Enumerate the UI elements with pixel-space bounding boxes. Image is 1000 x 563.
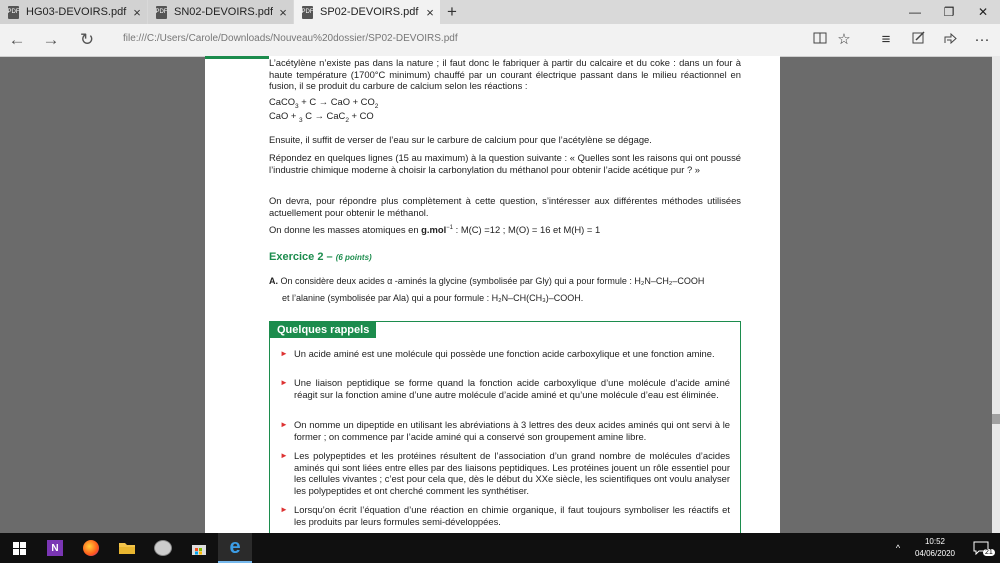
- paragraph-ensuite: Ensuite, il suffit de verser de l’eau sur le carbure de calcium pour que l’acétylène se dégage.: [269, 134, 652, 145]
- exercise-title: Exercice 2 – (6 points): [269, 251, 372, 263]
- part-a-line2: et l’alanine (symbolisée par Ala) qui a pour formule : H₂N–CH(CH₃)–COOH.: [282, 293, 584, 303]
- arrow-icon: ►: [280, 420, 288, 429]
- arrow-icon: ►: [280, 505, 288, 514]
- close-icon[interactable]: ×: [279, 4, 287, 20]
- pdf-icon: PDF: [8, 6, 19, 19]
- favorite-star-icon[interactable]: ☆: [837, 31, 851, 48]
- list-item: ► On nomme un dipeptide en utilisant les abréviations à 3 lettres des deux acides aminés qui ont servi à le former ; on commence par l’acide aminé qui a conservé son groupement amine libre.: [280, 419, 730, 442]
- onenote-icon[interactable]: N: [38, 533, 72, 563]
- reading-view-icon[interactable]: [808, 24, 832, 56]
- app-icon[interactable]: [146, 533, 180, 563]
- minimize-button[interactable]: —: [909, 5, 921, 19]
- pdf-page: [205, 56, 780, 533]
- scrollbar[interactable]: [992, 56, 1000, 533]
- paragraph-masses: On donne les masses atomiques en g.mol$^{-1}$ : M(C) =12 ; M(O) = 16 et M(H) = 1: [269, 224, 601, 236]
- tab-sp02[interactable]: [294, 0, 440, 24]
- close-window-button[interactable]: ✕: [977, 5, 989, 19]
- tab-bar: [0, 0, 1000, 24]
- tab-label: SN02-DEVOIRS.pdf: [174, 6, 273, 18]
- windows-start-icon[interactable]: [2, 533, 36, 563]
- clock-time: 10:52: [924, 537, 946, 546]
- rappels-box: [269, 321, 741, 533]
- hub-icon[interactable]: ≡: [881, 31, 891, 48]
- new-tab-button[interactable]: +: [447, 2, 457, 21]
- close-icon[interactable]: ×: [426, 4, 434, 20]
- pdf-icon: PDF: [302, 6, 313, 19]
- tab-hg03[interactable]: [0, 0, 147, 24]
- share-icon[interactable]: [938, 24, 962, 56]
- rappels-title: Quelques rappels: [270, 322, 376, 338]
- tab-label: HG03-DEVOIRS.pdf: [26, 6, 127, 18]
- back-icon[interactable]: ←: [8, 30, 26, 49]
- list-item: ► Un acide aminé est une molécule qui possède une fonction acide carboxylique et une fonction amine.: [280, 348, 715, 359]
- tab-sn02[interactable]: [148, 0, 293, 24]
- list-item: ► Lorsqu’on écrit l’équation d’une réaction en chimie organique, il faut toujours symboliser les réactifs et les produits par leurs formules semi-développées.: [280, 504, 730, 527]
- notification-icon[interactable]: 21: [964, 533, 998, 563]
- header-accent: [205, 56, 269, 59]
- paragraph-question: Répondez en quelques lignes (15 au maximum) à la question suivante : « Quelles sont les raisons qui ont poussé l’industrie chimique moderne à choisir la carbonylation du méthanol pour obtenir l’acide acétique pur ? »: [269, 152, 741, 175]
- file-explorer-icon[interactable]: [110, 533, 144, 563]
- refresh-icon[interactable]: ↻: [79, 30, 95, 49]
- close-icon[interactable]: ×: [133, 4, 141, 20]
- clock-date: 04/06/2020: [914, 549, 956, 558]
- arrow-icon: ►: [280, 378, 288, 387]
- arrow-icon: ►: [280, 349, 288, 358]
- paragraph-intro: L’acétylène n’existe pas dans la nature ; il faut donc le fabriquer à partir du calcaire et du coke : dans un four à haute température (1700°C minimum) chauffé par un courant électrique passant dans le milieu réactionnel en fusion, il se produit du carbure de calcium selon les réactions :: [269, 57, 741, 91]
- restore-button[interactable]: ❐: [943, 5, 955, 19]
- firefox-icon[interactable]: [74, 533, 108, 563]
- pdf-icon: PDF: [156, 6, 167, 19]
- clock[interactable]: [910, 536, 960, 560]
- list-item: ► Les polypeptides et les protéines résultent de l’association d’un grand nombre de molécules d’acides aminés qui sont liées entre elles par des liaisons peptidiques. Les protéines jouent un rôle essentiel pour les cellules vivantes ; c’est pour cela que, dès le début du XXe siècle, les scientifiques ont voulu analyser les polypeptides et ont cherché comment les synthétiser.: [280, 450, 730, 496]
- edge-icon[interactable]: e: [218, 533, 252, 563]
- tray-chevron-icon[interactable]: ^: [895, 543, 901, 553]
- more-icon[interactable]: ···: [974, 31, 990, 48]
- scrollbar-thumb[interactable]: [992, 414, 1000, 424]
- store-icon[interactable]: [182, 533, 216, 563]
- taskbar: [0, 533, 1000, 563]
- equation-2: CaO + $_3$ C → CaC$_2$ + CO: [269, 110, 374, 124]
- equation-1: CaCO$_3$ + C → CaO + $CO_2$: [269, 96, 379, 110]
- address-bar: [0, 24, 1000, 57]
- arrow-icon: ►: [280, 451, 288, 460]
- forward-icon[interactable]: →: [42, 30, 60, 49]
- tab-label: SP02-DEVOIRS.pdf: [320, 6, 419, 18]
- paragraph-methodes: On devra, pour répondre plus complètement à cette question, s’intéresser aux différentes méthodes utilisées actuellement pour obtenir le méthanol.: [269, 195, 741, 218]
- web-note-icon[interactable]: [906, 24, 930, 56]
- url-field[interactable]: file:///C:/Users/Carole/Downloads/Nouveau%20dossier/SP02-DEVOIRS.pdf: [123, 33, 458, 44]
- part-a: A. On considère deux acides α -aminés la glycine (symbolisée par Gly) qui a pour formule : H₂N–CH₂–COOH: [269, 276, 705, 286]
- list-item: ► Une liaison peptidique se forme quand la fonction acide carboxylique d’une molécule d’acide aminé réagit sur la fonction amine d’une autre molécule d’acide aminé et qu’une molécule d’eau est éliminée.: [280, 377, 730, 400]
